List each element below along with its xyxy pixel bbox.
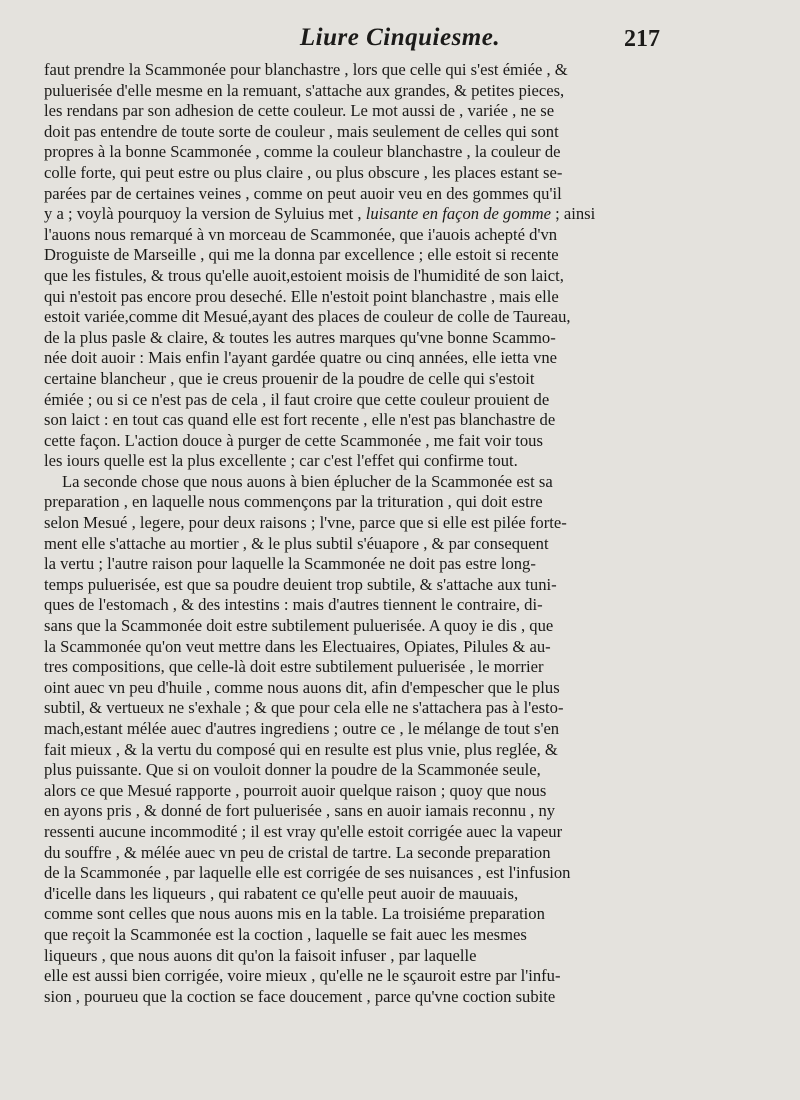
text-line: liqueurs , que nous auons dit qu'on la faisoit infuser , par laquelle <box>44 945 477 965</box>
text-line: d'icelle dans les liqueurs , qui rabatent ce qu'elle peut auoir de mauuais, <box>44 883 519 903</box>
text-line: alors ce que Mesué rapporte , pourroit auoir quelque raison ; quoy que nous <box>44 780 547 800</box>
running-title: Liure Cinquiesme. <box>299 24 501 51</box>
text-line: la Scammonée qu'on veut mettre dans les Electuaires, Opiates, Pilules & au- <box>44 636 551 656</box>
text-line: mach,estant mélée auec d'autres ingrediens ; outre ce , le mélange de tout s'en <box>44 719 560 738</box>
text-line: ressenti aucune incommodité ; il est vray qu'elle estoit corrigée auec la vapeur <box>44 821 563 841</box>
line-start: y a ; voylà pourquoy la version de Syluius met , <box>44 204 362 224</box>
text-line: colle forte, qui peut estre ou plus claire , ou plus obscure , les places estant se- <box>44 162 563 182</box>
paragraph-start-line: La seconde chose que nous auons à bien éplucher de la Scammonée est sa <box>62 471 553 491</box>
text-line: puluerisée d'elle mesme en la remuant, s'attache aux grandes, & petites pieces, <box>44 80 565 100</box>
text-line: qui n'estoit pas encore prou deseché. Elle n'estoit point blanchastre , mais elle <box>44 286 559 306</box>
text-line: de la plus pasle & claire, & toutes les autres marques qu'vne bonne Scammo- <box>44 327 556 347</box>
text-line: propres à la bonne Scammonée , comme la couleur blanchastre , la couleur de <box>44 142 561 162</box>
text-line: comme sont celles que nous auons mis en la table. La troisiéme preparation <box>44 904 545 924</box>
text-line: faut prendre la Scammonée pour blanchastre , lors que celle qui s'est émiée , & <box>44 60 568 79</box>
text-line: née doit auoir : Mais enfin l'ayant gardée quatre ou cinq années, elle ietta vne <box>44 348 558 368</box>
text-line: preparation , en laquelle nous commençons par la trituration , qui doit estre <box>44 492 543 512</box>
text-line: ment elle s'attache au mortier , & le plus subtil s'éuapore , & par consequent <box>44 533 549 553</box>
text-line: de la Scammonée , par laquelle elle est corrigée de ses nuisances , est l'infusion <box>44 863 571 883</box>
text-line: temps puluerisée, est que sa poudre deuient trop subtile, & s'attache aux tuni- <box>44 574 557 594</box>
running-head <box>0 14 800 54</box>
text-line: la vertu ; l'autre raison pour laquelle la Scammonée ne doit pas estre long- <box>44 554 536 574</box>
text-line: subtil, & vertueux ne s'exhale ; & que pour cela elle ne s'attachera pas à l'esto- <box>44 698 564 718</box>
text-line: que reçoit la Scammonée est la coction , laquelle se fait auec les mesmes <box>44 924 527 944</box>
text-line: oint auec vn peu d'huile , comme nous auons dit, afin d'empescher que le plus <box>44 677 560 697</box>
text-line: sion , pourueu que la coction se face doucement , parce qu'vne coction subite <box>44 986 556 1006</box>
text-line: son laict : en tout cas quand elle est fort recente , elle n'est pas blanchastre de <box>44 410 556 430</box>
body-text <box>44 60 654 1007</box>
text-line: certaine blancheur , que ie creus prouenir de la poudre de celle qui s'estoit <box>44 368 535 388</box>
text-line: cette façon. L'action douce à purger de cette Scammonée , me fait voir tous <box>44 430 543 450</box>
text-line: l'auons nous remarqué à vn morceau de Scammonée, que i'auois achepté d'vn <box>44 224 558 244</box>
text-line: émiée ; ou si ce n'est pas de cela , il faut croire que cette couleur prouient de <box>44 389 550 409</box>
text-line: ques de l'estomach , & des intestins : mais d'autres tiennent le contraire, di- <box>44 595 543 615</box>
text-line: elle est aussi bien corrigée, voire mieux , qu'elle ne le sçauroit estre par l'infu- <box>44 966 561 986</box>
text-line: doit pas entendre de toute sorte de couleur , mais seulement de celles qui sont <box>44 121 559 141</box>
text-line: tres compositions, que celle-là doit estre subtilement puluerisée , le morrier <box>44 657 544 677</box>
text-line: en ayons pris , & donné de fort puluerisée , sans en auoir iamais reconnu , ny <box>44 801 556 821</box>
text-line: estoit variée,comme dit Mesué,ayant des places de couleur de colle de Taureau, <box>44 307 571 327</box>
italic-quotation: luisante en façon de gomme <box>365 204 551 224</box>
text-line: les iours quelle est la plus excellente ; car c'est l'effet qui confirme tout. <box>44 451 518 471</box>
text-line-with-italic <box>44 204 654 225</box>
text-line: plus puissante. Que si on vouloit donner la poudre de la Scammonée seule, <box>44 760 541 780</box>
text-line: fait mieux , & la vertu du composé qui en resulte est plus vnie, plus reglée, & <box>44 739 558 759</box>
text-line: les rendans par son adhesion de cette couleur. Le mot aussi de , variée , ne se <box>44 101 555 121</box>
text-line: sans que la Scammonée doit estre subtilement puluerisée. A quoy ie dis , que <box>44 616 554 636</box>
text-line: que les fistules, & trous qu'elle auoit,estoient moisis de l'humidité de son laict, <box>44 265 564 285</box>
page-number: 217 <box>624 26 660 52</box>
line-end: ; ainsi <box>555 204 596 224</box>
text-line: Droguiste de Marseille , qui me la donna par excellence ; elle estoit si recente <box>44 245 559 265</box>
text-line: parées par de certaines veines , comme on peut auoir veu en des gommes qu'il <box>44 183 562 203</box>
text-line: du souffre , & mélée auec vn peu de cristal de tartre. La seconde preparation <box>44 842 551 862</box>
text-line: selon Mesué , legere, pour deux raisons ; l'vne, parce que si elle est pilée forte- <box>44 513 567 533</box>
